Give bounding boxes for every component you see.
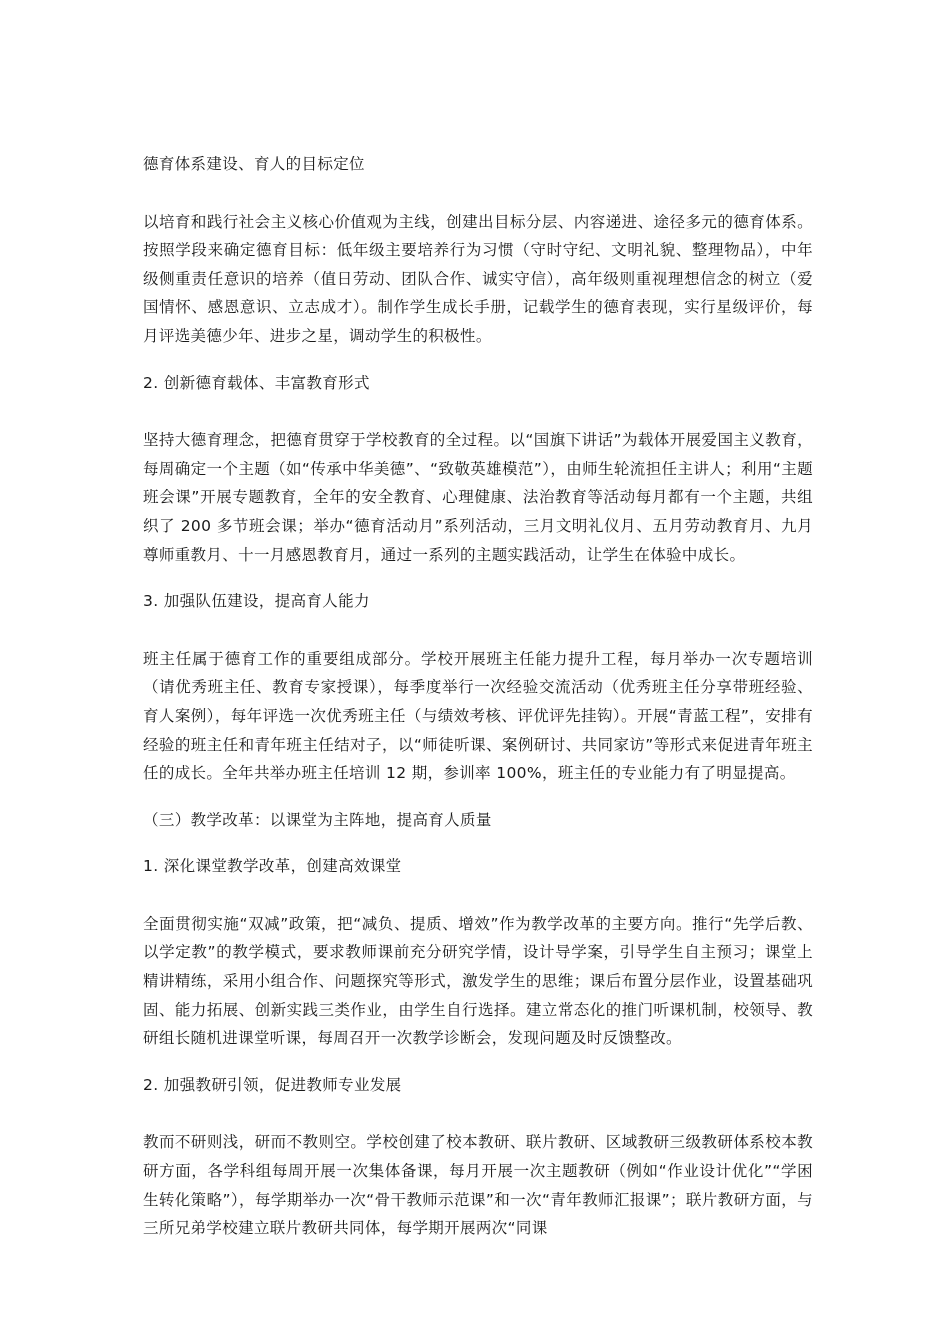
paragraph-class-teacher-training: 班主任属于德育工作的重要组成部分。学校开展班主任能力提升工程，每月举办一次专题培训（请优秀班主任、教育专家授课），每季度举行一次经验交流活动（优秀班主任分享带班经验、育人案例），每年评选一次优秀班主任（与绩效考核、评优评先挂钩）。开展“青蓝工程”，安排有经验的班主任和青年班主任结对子，以“师徒听课、案例研讨、共同家访”等形式来促进青年班主任的成长。全年共举办班主任培训 12 期，参训率 100%，班主任的专业能力有了明显提高。 (143, 649, 813, 783)
paragraph-teaching-research: 教而不研则浅，研而不教则空。学校创建了校本教研、联片教研、区域教研三级教研体系校本教研方面，各学科组每周开展一次集体备课，每月开展一次主题教研（例如“作业设计优化”“学困生转化策略”），每学期举办一次“骨干教师示范课”和一次“青年教师汇报课”；联片教研方面，与三所兄弟学校建立联片教研共同体，每学期开展两次“同课 (143, 1133, 813, 1238)
paragraph-moral-activities: 坚持大德育理念，把德育贯穿于学校教育的全过程。以“国旗下讲话”为载体开展爱国主义教育，每周确定一个主题（如“传承中华美德”、“致敬英雄模范”），由师生轮流担任主讲人；利用“主题班会课”开展专题教育，全年的安全教育、心理健康、法治教育等活动每月都有一个主题，共组织了 200 多节班会课；举办“德育活动月”系列活动，三月文明礼仪月、五月劳动教育月、九月尊师重教月、十一月感恩教育月，通过一系列的主题实践活动，让学生在体验中成长。 (143, 431, 813, 564)
section-heading-teaching-research: 2. 加强教研引领，促进教师专业发展 (143, 1075, 402, 1094)
paragraph-classroom-reform: 全面贯彻实施“双减”政策，把“减负、提质、增效”作为教学改革的主要方向。推行“先学后教、以学定教”的教学模式，要求教师课前充分研究学情，设计导学案，引导学生自主预习；课堂上精讲精练，采用小组合作、问题探究等形式，激发学生的思维；课后布置分层作业，设置基础巩固、能力拓展、创新实践三类作业，由学生自行选择。建立常态化的推门听课机制，校领导、教研组长随机进课堂听课，每周召开一次教学诊断会，发现问题及时反馈整改。 (143, 914, 813, 1048)
section-heading-moral-carrier: 2. 创新德育载体、丰富教育形式 (143, 373, 370, 392)
section-heading-team-building: 3. 加强队伍建设，提高育人能力 (143, 592, 370, 611)
section-heading-teaching-reform: （三）教学改革：以课堂为主阵地，提高育人质量 (143, 810, 492, 829)
document-page (143, 150, 813, 1243)
section-heading-moral-goal: 德育体系建设、育人的目标定位 (143, 155, 365, 173)
section-heading-efficient-classroom: 1. 深化课堂教学改革，创建高效课堂 (143, 857, 402, 876)
paragraph-moral-system: 以培育和践行社会主义核心价值观为主线，创建出目标分层、内容递进、途径多元的德育体系。按照学段来确定德育目标：低年级主要培养行为习惯（守时守纪、文明礼貌、整理物品），中年级侧重责任意识的培养（值日劳动、团队合作、诚实守信），高年级则重视理想信念的树立（爱国情怀、感恩意识、立志成才）。制作学生成长手册，记载学生的德育表现，实行星级评价，每月评选美德少年、进步之星，调动学生的积极性。 (143, 212, 813, 345)
